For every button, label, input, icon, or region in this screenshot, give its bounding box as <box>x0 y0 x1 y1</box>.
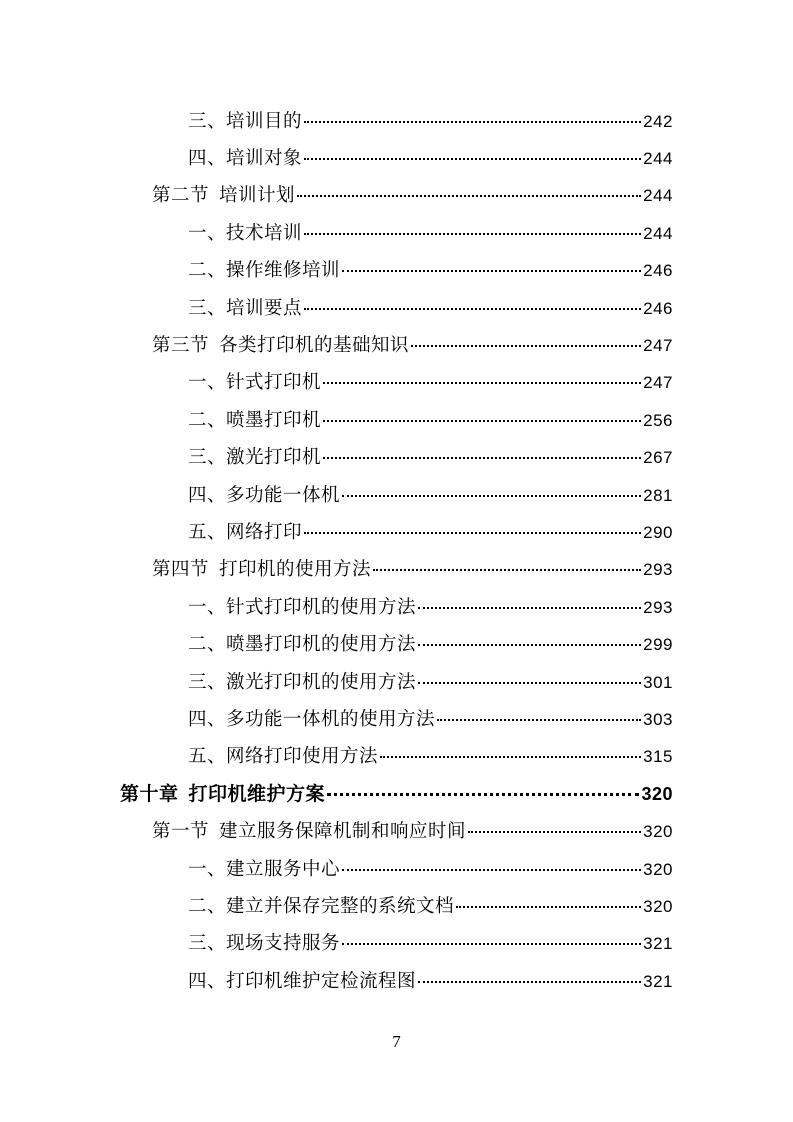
dot-leader <box>342 270 641 272</box>
toc-entry-page: 301 <box>643 672 673 692</box>
toc-entry[interactable] <box>0 662 793 699</box>
toc-entry-title: 打印机的使用方法 <box>219 559 372 581</box>
toc-entry-number: 第二节 <box>152 185 210 207</box>
toc-entry-page: 246 <box>643 298 673 318</box>
toc-entry-number: 一、 <box>188 372 227 394</box>
toc-entry-number: 二、 <box>188 895 227 917</box>
toc-entry[interactable] <box>0 699 793 736</box>
dot-leader <box>418 682 641 684</box>
toc-entry-number: 三、 <box>188 447 227 469</box>
toc-entry[interactable] <box>0 587 793 624</box>
toc-entry-title: 培训要点 <box>226 297 303 319</box>
toc-entry-title: 现场支持服务 <box>226 933 341 955</box>
toc-entry[interactable] <box>0 325 793 362</box>
toc-entry[interactable] <box>0 924 793 961</box>
toc-entry-title: 针式打印机 <box>226 372 322 394</box>
dot-leader <box>327 793 639 796</box>
toc-entry-number: 四、 <box>188 484 227 506</box>
toc-entry-number: 第三节 <box>152 335 210 357</box>
toc-entry-title: 网络打印使用方法 <box>226 746 379 768</box>
toc-entry-page: 320 <box>643 896 673 916</box>
dot-leader <box>456 906 641 908</box>
dot-leader <box>411 345 641 347</box>
toc-entry-title: 打印机维护方案 <box>188 783 326 806</box>
toc-entry-number: 三、 <box>188 933 227 955</box>
toc-entry-title: 培训目的 <box>226 110 303 132</box>
toc-entry-page: 247 <box>643 336 673 356</box>
toc-entry[interactable] <box>0 138 793 175</box>
toc-entry[interactable] <box>0 400 793 437</box>
toc-entry-page: 242 <box>643 111 673 131</box>
toc-entry[interactable] <box>0 961 793 998</box>
toc-entry-number: 四、 <box>188 148 227 170</box>
toc-entry-page: 299 <box>643 635 673 655</box>
toc-entry-page: 321 <box>643 934 673 954</box>
toc-entry-page: 321 <box>643 971 673 991</box>
toc-entry-number: 第四节 <box>152 559 210 581</box>
toc-entry-page: 281 <box>643 485 673 505</box>
toc-entry-number: 五、 <box>188 746 227 768</box>
toc-entry[interactable] <box>0 101 793 138</box>
dot-leader <box>304 308 641 310</box>
toc-entry-title: 培训对象 <box>226 148 303 170</box>
toc-entry[interactable] <box>0 886 793 923</box>
dot-leader <box>304 121 641 123</box>
toc-entry-number: 第十章 <box>120 783 179 806</box>
toc-entry-page: 256 <box>643 410 673 430</box>
dot-leader <box>418 644 641 646</box>
toc-entry[interactable] <box>0 251 793 288</box>
toc-entry-number: 二、 <box>188 260 227 282</box>
toc-entry-page: 244 <box>643 186 673 206</box>
toc-entry[interactable] <box>0 737 793 774</box>
dot-leader <box>342 495 641 497</box>
toc-entry[interactable] <box>0 849 793 886</box>
toc-entry-title: 激光打印机 <box>226 447 322 469</box>
toc-entry[interactable] <box>0 213 793 250</box>
toc-entry-title: 激光打印机的使用方法 <box>226 671 417 693</box>
toc-entry[interactable] <box>0 288 793 325</box>
toc-entry-page: 320 <box>641 784 673 805</box>
toc-entry-title: 培训计划 <box>219 185 296 207</box>
dot-leader <box>342 869 641 871</box>
dot-leader <box>304 532 641 534</box>
toc-entry-number: 二、 <box>188 634 227 656</box>
toc-entry-title: 针式打印机的使用方法 <box>226 596 417 618</box>
toc-entry-page: 244 <box>643 223 673 243</box>
toc-entry[interactable] <box>0 624 793 661</box>
toc-entry-title: 各类打印机的基础知识 <box>219 335 410 357</box>
toc-entry[interactable] <box>0 475 793 512</box>
toc-entry-page: 246 <box>643 261 673 281</box>
toc-entry-page: 247 <box>643 373 673 393</box>
toc-entry-number: 二、 <box>188 409 227 431</box>
toc-entry-title: 建立服务中心 <box>226 858 341 880</box>
toc-entry-number: 四、 <box>188 708 227 730</box>
toc-entry-title: 技术培训 <box>226 222 303 244</box>
dot-leader <box>418 607 641 609</box>
toc-entry-title: 建立服务保障机制和响应时间 <box>219 821 467 843</box>
toc-entry-number: 一、 <box>188 858 227 880</box>
toc-entry-page: 320 <box>643 822 673 842</box>
toc-entry-number: 第一节 <box>152 821 210 843</box>
dot-leader <box>373 569 641 571</box>
dot-leader <box>418 981 641 983</box>
toc-entry-title: 多功能一体机 <box>226 484 341 506</box>
table-of-contents <box>0 101 793 998</box>
dot-leader <box>297 195 641 197</box>
toc-entry[interactable] <box>0 176 793 213</box>
dot-leader <box>323 420 641 422</box>
dot-leader <box>323 457 641 459</box>
toc-entry-page: 303 <box>643 709 673 729</box>
toc-entry[interactable] <box>0 512 793 549</box>
toc-entry-page: 315 <box>643 747 673 767</box>
toc-entry-title: 打印机维护定检流程图 <box>226 970 417 992</box>
dot-leader <box>304 233 641 235</box>
toc-entry[interactable] <box>0 811 793 848</box>
toc-entry-number: 三、 <box>188 297 227 319</box>
toc-entry-title: 操作维修培训 <box>226 260 341 282</box>
toc-entry-number: 三、 <box>188 110 227 132</box>
toc-entry-title: 网络打印 <box>226 521 303 543</box>
dot-leader <box>323 382 641 384</box>
toc-entry-number: 四、 <box>188 970 227 992</box>
toc-entry-title: 喷墨打印机的使用方法 <box>226 634 417 656</box>
dot-leader <box>380 756 641 758</box>
toc-entry-number: 一、 <box>188 222 227 244</box>
dot-leader <box>437 719 641 721</box>
toc-entry-title: 建立并保存完整的系统文档 <box>226 895 455 917</box>
toc-entry-page: 290 <box>643 522 673 542</box>
toc-chapter-entry[interactable] <box>0 774 793 811</box>
dot-leader <box>304 158 641 160</box>
toc-entry-page: 267 <box>643 448 673 468</box>
toc-entry[interactable] <box>0 363 793 400</box>
toc-entry-title: 喷墨打印机 <box>226 409 322 431</box>
toc-entry[interactable] <box>0 550 793 587</box>
page-number: 7 <box>392 1032 401 1051</box>
toc-entry-number: 一、 <box>188 596 227 618</box>
toc-entry-number: 五、 <box>188 521 227 543</box>
toc-entry-page: 293 <box>643 560 673 580</box>
toc-entry-number: 三、 <box>188 671 227 693</box>
dot-leader <box>342 943 641 945</box>
toc-entry-title: 多功能一体机的使用方法 <box>226 708 436 730</box>
toc-entry[interactable] <box>0 438 793 475</box>
toc-entry-page: 244 <box>643 149 673 169</box>
toc-entry-page: 293 <box>643 597 673 617</box>
dot-leader <box>468 831 641 833</box>
toc-entry-page: 320 <box>643 859 673 879</box>
